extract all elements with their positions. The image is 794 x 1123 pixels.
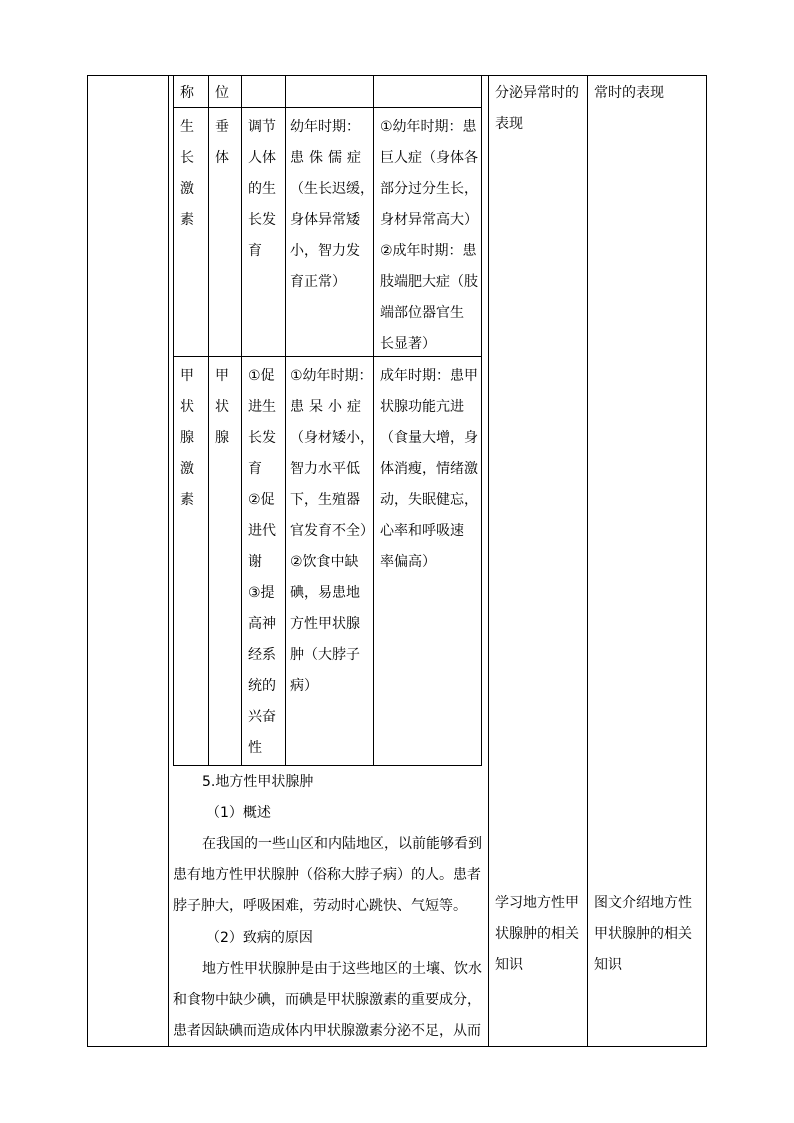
th-function-line: 兴奋: [248, 709, 276, 725]
inner-vline-0: [173, 75, 174, 766]
inner-line-bottom: [173, 765, 482, 766]
gh-name-line: 激: [180, 181, 194, 197]
paragraph-line: 地方性甲状腺肿是由于这些地区的土壤、饮水: [202, 961, 482, 977]
gh-excess-line: 部分过分生长，: [380, 181, 478, 197]
th-deficiency-line: 病）: [290, 678, 318, 694]
header-cell-name: 称: [180, 85, 194, 101]
th-excess-line: 率偏高）: [380, 554, 436, 570]
th-excess-line: 成年时期：患甲: [380, 368, 478, 384]
th-function-line: 性: [248, 740, 262, 756]
student-activity-top: [495, 78, 579, 140]
gh-excess-line: 长显著）: [380, 336, 436, 352]
gh-excess-cell: [380, 112, 478, 360]
th-gland-line: 甲: [215, 368, 229, 384]
th-excess-line: 状腺功能亢进: [380, 399, 464, 415]
gh-deficiency-line: （生长迟缓，: [290, 181, 374, 197]
inner-vline-3: [285, 75, 286, 766]
th-function-line: 长发: [248, 430, 276, 446]
outer-divider-2: [488, 75, 489, 1047]
th-gland-line: 腺: [215, 430, 229, 446]
th-excess-line: 体消瘦，情绪激: [380, 461, 478, 477]
paragraph-line: 在我国的一些山区和内陆地区，以前能够看到: [202, 836, 482, 852]
gh-function-line: 调节: [248, 119, 276, 135]
inner-vline-5: [481, 75, 482, 766]
gh-excess-line: 巨人症（身体各: [380, 150, 478, 166]
gh-excess-line: ①幼年时期：患: [380, 119, 477, 135]
gh-excess-line: 身材异常高大）: [380, 212, 478, 228]
gh-deficiency-line: 小，智力发: [290, 243, 360, 259]
th-deficiency-line: 方性甲状腺: [290, 616, 360, 632]
th-deficiency-line: 患呆小症: [290, 399, 366, 415]
gh-deficiency-line: 患侏儒症: [290, 150, 366, 166]
inner-vline-2: [241, 75, 242, 766]
paragraph-line: 患者因缺碘而造成体内甲状腺激素分泌不足，从而: [173, 1023, 481, 1039]
th-function-line: ②促: [248, 492, 275, 508]
th-deficiency-line: ①幼年时期：: [290, 368, 373, 384]
gh-deficiency-line: 育正常）: [290, 274, 346, 290]
th-excess-line: 心率和呼吸速: [380, 523, 464, 539]
th-function-line: 育: [248, 461, 262, 477]
student-activity-line: 分泌异常时的: [495, 85, 579, 101]
student-activity-line: 状腺肿的相关: [495, 926, 579, 942]
subsection-heading: （1）概述: [206, 805, 271, 821]
th-function-line: ①促: [248, 368, 275, 384]
gh-gland-line: 体: [215, 150, 229, 166]
th-deficiency-cell: [290, 361, 374, 702]
th-function-line: 进生: [248, 399, 276, 415]
outer-border-left: [87, 75, 88, 1047]
th-deficiency-line: （身材矮小，: [290, 430, 374, 446]
gh-excess-line: 肢端肥大症（肢: [380, 274, 478, 290]
student-activity-line: 知识: [495, 957, 523, 973]
th-deficiency-line: 碘，易患地: [290, 585, 360, 601]
gh-excess-line: ②成年时期：患: [380, 243, 477, 259]
th-name-line: 甲: [180, 368, 194, 384]
th-name-line: 激: [180, 461, 194, 477]
th-function-line: 统的: [248, 678, 276, 694]
student-activity-bottom: [495, 888, 579, 981]
th-deficiency-line: 下，生殖器: [290, 492, 360, 508]
gh-name-line: 素: [180, 212, 194, 228]
teacher-activity-line: 图文介绍地方性: [594, 895, 692, 911]
th-name-line: 腺: [180, 430, 194, 446]
th-gland-line: 状: [215, 399, 229, 415]
gh-name-line: 长: [180, 150, 194, 166]
th-excess-line: （食量大增，身: [380, 430, 478, 446]
outer-divider-3: [587, 75, 588, 1047]
th-function-line: 进代: [248, 523, 276, 539]
header-cell-gland: 位: [215, 85, 229, 101]
section-heading: 5.地方性甲状腺肿: [202, 774, 314, 790]
th-function-line: 经系: [248, 647, 276, 663]
th-deficiency-line: 智力水平低: [290, 461, 360, 477]
th-function-line: 谢: [248, 554, 262, 570]
subsection-heading: （2）致病的原因: [206, 930, 313, 946]
th-deficiency-line: 肿（大脖子: [290, 647, 360, 663]
gh-function-line: 长发: [248, 212, 276, 228]
outer-divider-1: [168, 75, 169, 1047]
teacher-activity-top: [594, 78, 664, 109]
th-function-line: ③提: [248, 585, 275, 601]
gh-deficiency-cell: [290, 112, 374, 298]
th-name-cell: [180, 361, 194, 516]
teacher-activity-line: 甲状腺肿的相关: [594, 926, 692, 942]
student-activity-line: 学习地方性甲: [495, 895, 579, 911]
teacher-activity-bottom: [594, 888, 692, 981]
th-name-line: 状: [180, 399, 194, 415]
paragraph-line: 和食物中缺少碘，而碘是甲状腺激素的重要成分，: [173, 992, 481, 1008]
gh-deficiency-line: 身体异常矮: [290, 212, 360, 228]
gh-function-line: 的生: [248, 181, 276, 197]
gh-name-cell: [180, 112, 194, 236]
th-gland-cell: [215, 361, 229, 454]
gh-excess-line: 端部位器官生: [380, 305, 464, 321]
th-deficiency-line: 官发育不全）: [290, 523, 374, 539]
inner-line-top: [173, 75, 482, 76]
gh-function-cell: [248, 112, 276, 267]
th-function-line: 高神: [248, 616, 276, 632]
gh-function-line: 育: [248, 243, 262, 259]
th-excess-line: 动，失眠健忘，: [380, 492, 478, 508]
th-function-cell: [248, 361, 276, 764]
student-activity-line: 表现: [495, 116, 523, 132]
gh-gland-line: 垂: [215, 119, 229, 135]
gh-gland-cell: [215, 112, 229, 174]
gh-name-line: 生: [180, 119, 194, 135]
teacher-activity-line: 知识: [594, 957, 622, 973]
inner-vline-1: [208, 75, 209, 766]
th-deficiency-line: ②饮食中缺: [290, 554, 359, 570]
gh-deficiency-line: 幼年时期：: [290, 119, 360, 135]
teacher-activity-line: 常时的表现: [594, 85, 664, 101]
paragraph-line: 患有地方性甲状腺肿（俗称大脖子病）的人。患者: [173, 867, 481, 883]
paragraph-line: 脖子肿大，呼吸困难，劳动时心跳快、气短等。: [173, 898, 467, 914]
gh-function-line: 人体: [248, 150, 276, 166]
th-name-line: 素: [180, 492, 194, 508]
th-excess-cell: [380, 361, 478, 578]
outer-border-right: [706, 75, 707, 1047]
